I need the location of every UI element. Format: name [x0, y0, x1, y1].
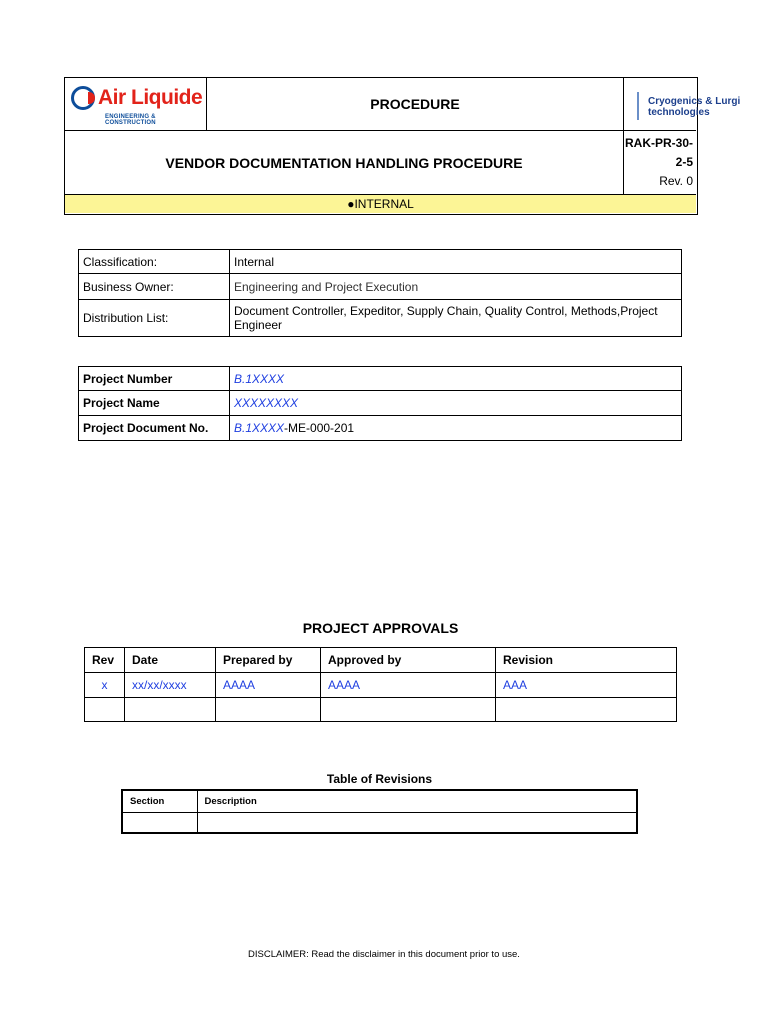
air-liquide-logo-icon	[71, 86, 95, 110]
document-reference	[624, 131, 696, 194]
doc-revision: Rev. 0	[659, 174, 693, 188]
info-value: Internal	[230, 250, 682, 274]
cell-section	[122, 812, 197, 833]
header-prepared-by: Prepared by	[216, 648, 321, 673]
document-title: VENDOR DOCUMENTATION HANDLING PROCEDURE	[65, 131, 624, 194]
approvals-table	[84, 647, 677, 722]
company-name: Air Liquide	[98, 86, 203, 109]
cell-approved-by	[321, 698, 496, 722]
info-value: Document Controller, Expeditor, Supply Chain, Quality Control, Methods,Project Engineer	[230, 300, 682, 337]
project-doc-suffix: -ME-000-201	[284, 421, 355, 435]
cell-description	[197, 812, 637, 833]
document-type: PROCEDURE	[207, 78, 624, 131]
doc-ref-number: RAK-PR-30-2-5	[624, 136, 693, 169]
header-approved-by: Approved by	[321, 648, 496, 673]
cell-date: xx/xx/xxxx	[125, 673, 216, 698]
table-row	[122, 812, 637, 833]
revisions-title: Table of Revisions	[326, 772, 433, 786]
info-label: Classification:	[79, 250, 230, 274]
approvals-title: PROJECT APPROVALS	[302, 620, 459, 636]
logo-divider	[637, 92, 639, 120]
cell-revision: AAA	[496, 673, 677, 698]
disclaimer: DISCLAIMER: Read the disclaimer in this document prior to use.	[248, 949, 520, 960]
info-value: Engineering and Project Execution	[230, 274, 682, 300]
table-row	[79, 416, 682, 441]
header-revision: Revision	[496, 648, 677, 673]
table-row	[79, 250, 682, 274]
header-rev: Rev	[85, 648, 125, 673]
cell-revision	[496, 698, 677, 722]
project-number-value: B.1XXXX	[230, 367, 682, 391]
table-header-row	[122, 790, 637, 812]
cell-date	[125, 698, 216, 722]
project-doc-prefix: B.1XXXX	[234, 421, 285, 435]
info-label: Business Owner:	[79, 274, 230, 300]
cell-rev	[85, 698, 125, 722]
cell-rev: x	[85, 673, 125, 698]
project-doc-label: Project Document No.	[79, 416, 230, 441]
project-name-label: Project Name	[79, 391, 230, 416]
table-row	[79, 274, 682, 300]
project-number-label: Project Number	[79, 367, 230, 391]
table-row	[79, 391, 682, 416]
partner-line-1: Cryogenics & Lurgi	[648, 96, 741, 107]
header-date: Date	[125, 648, 216, 673]
document-info-table	[78, 249, 682, 337]
air-liquide-logo	[65, 78, 207, 131]
project-name-value: XXXXXXXX	[230, 391, 682, 416]
cell-approved-by: AAAA	[321, 673, 496, 698]
header-description: Description	[197, 790, 637, 812]
project-doc-value	[230, 416, 682, 441]
partner-line-2: technologies	[648, 107, 710, 118]
table-row	[85, 698, 677, 722]
table-row	[79, 367, 682, 391]
table-row	[79, 300, 682, 337]
document-header	[64, 77, 741, 215]
info-label: Distribution List:	[79, 300, 230, 337]
revisions-table	[121, 789, 638, 834]
header-section: Section	[122, 790, 197, 812]
table-row	[85, 673, 677, 698]
project-table	[78, 366, 682, 441]
cell-prepared-by	[216, 698, 321, 722]
cell-prepared-by: AAAA	[216, 673, 321, 698]
table-header-row	[85, 648, 677, 673]
cryogenics-lurgi-logo	[624, 78, 741, 131]
classification-band: ●INTERNAL	[65, 194, 696, 213]
company-tagline: ENGINEERING & CONSTRUCTION	[105, 114, 156, 126]
